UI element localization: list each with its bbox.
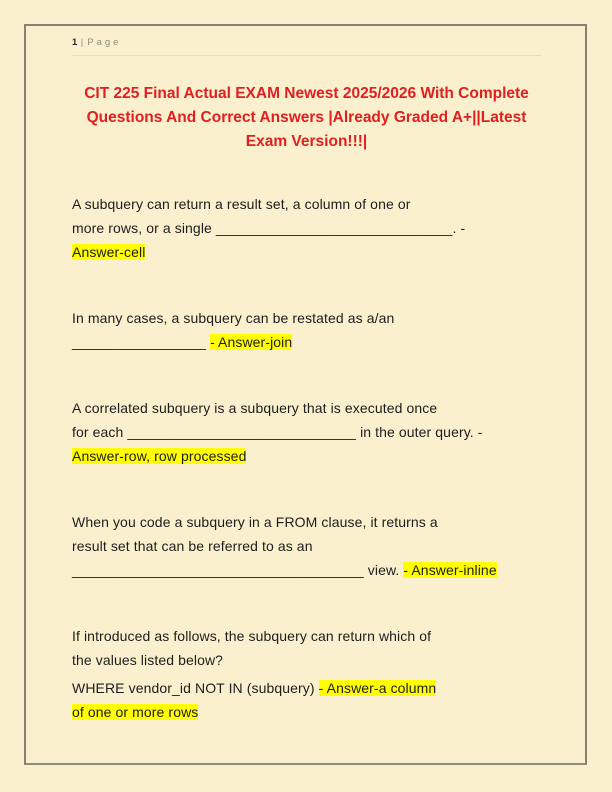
question-text-run: A correlated subquery is a subquery that is executed once xyxy=(72,400,438,416)
page-header-label: Page xyxy=(87,37,122,48)
question-text-run: _________________ xyxy=(72,334,211,350)
question-text-run: WHERE vendor_id NOT IN (subquery) xyxy=(72,680,319,696)
page-header xyxy=(72,36,541,56)
page-content xyxy=(26,26,585,763)
answer-highlight: Answer-cell xyxy=(72,244,146,260)
question-text-run: more rows, or a single ______________________________. - xyxy=(72,220,466,236)
question-text-run: the values listed below? xyxy=(72,652,224,668)
page-border-frame xyxy=(24,24,587,765)
question-text-run: When you code a subquery in a FROM clause, it returns a xyxy=(72,514,438,530)
answer-highlight: - Answer-inline xyxy=(403,562,497,578)
answer-highlight: Answer-row, row processed xyxy=(72,448,247,464)
question-paragraph-3 xyxy=(72,396,541,468)
qa-section xyxy=(72,192,541,724)
question-text-run: A subquery can return a result set, a column of one or xyxy=(72,196,411,212)
question-paragraph-2 xyxy=(72,306,541,354)
question-text-run: for each _____________________________ in the outer query. - xyxy=(72,424,483,440)
question-paragraph-5-clause xyxy=(72,676,541,724)
question-paragraph-5 xyxy=(72,624,541,672)
question-text-run: In many cases, a subquery can be restated as a/an xyxy=(72,310,395,326)
question-paragraph-4 xyxy=(72,510,541,582)
document-title: CIT 225 Final Actual EXAM Newest 2025/2026 With Complete Questions And Correct Answers |Already Graded A+||Latest Exam Version!!!| xyxy=(84,85,529,150)
question-paragraph-1 xyxy=(72,192,541,264)
page-number: 1 xyxy=(72,37,78,48)
answer-highlight: - Answer-join xyxy=(210,334,293,350)
answer-highlight: of one or more rows xyxy=(72,704,199,720)
page-header-separator: | xyxy=(80,37,84,48)
question-text-run: _____________________________________ view. xyxy=(72,562,404,578)
answer-highlight: - Answer-a column xyxy=(318,680,437,696)
question-text-run: If introduced as follows, the subquery can return which of xyxy=(72,628,432,644)
question-text-run: result set that can be referred to as an xyxy=(72,538,313,554)
